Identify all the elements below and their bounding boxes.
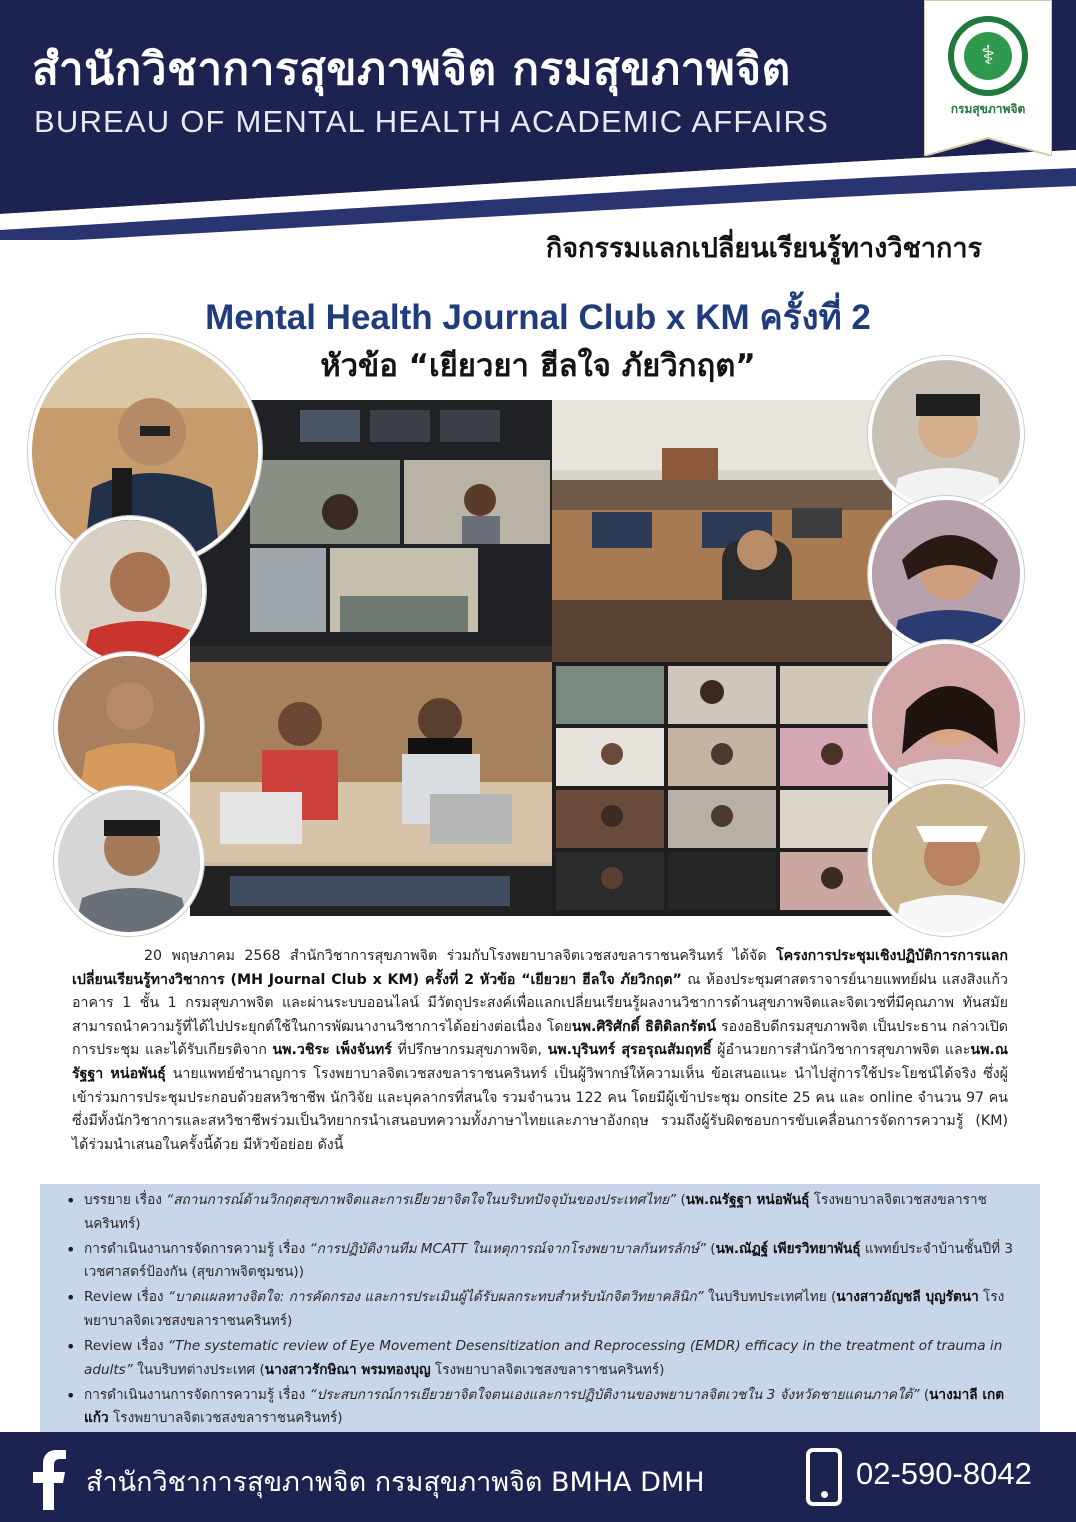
portrait-circle-8 [868,780,1024,936]
body-text-5: ผู้อำนวยการสำนักวิชาการสุขภาพจิต และ [711,1042,971,1059]
topics-box [40,1184,1040,1438]
topic-title: หัวข้อ “เยียวยา ฮีลใจ ภัยวิกฤต” [320,348,756,384]
portrait-circle-4 [54,786,204,936]
portrait-circle-5 [868,356,1024,512]
list-item: • บรรยาย เรื่อง “สถานการณ์ด้านวิกฤตสุขภาพจิตและการเยียวยาจิตใจในบริบทปัจจุบันของประเทศไทย” (นพ.ณรัฐฐา หน่อพันธุ์ โรงพยาบาลจิตเวชสงขลาราชนครินทร์) [84,1189,1018,1236]
org-name-thai: สำนักวิชาการสุขภาพจิต กรมสุขภาพจิต [32,44,791,95]
header-banner [0,0,1076,240]
portrait-circle-3 [54,652,204,802]
list-item: • Review เรื่อง “The systematic review of Eye Movement Desensitization and Reprocessing (EMDR) efficacy in the treatment of trauma in adults” ในบริบทต่างประเทศ (นางสาวรักษิณา พรมทองบุญ โรงพยาบาลจิตเวชสงขลาราชนครินทร์) [84,1335,1018,1382]
body-bold-advisor: นพ.วชิระ เพ็งจันทร์ [272,1042,392,1059]
body-text-2: ณ ห้องประชุมศาสตราจารย์นายแพทย์ฝน แสงสิงแก้ว อาคาร 1 ชั้น 1 กรมสุขภาพจิต และผ่านระบบออนไลน์ มีวัตถุประสงค์เพื่อแลกเปลี่ยนเรียนรู้ผลงานวิชาการด้านสุขภาพจิตและจิตเวชที่มีคุณภาพ ทันสมัย สามารถนำความรู้ที่ได้ไปประยุกต์ใช้ในการพัฒนางานวิชาการได้อย่างต่อเนื่อง โดย [72,971,1008,1035]
portrait-circle-7 [868,640,1024,796]
presenters-photo [190,662,552,916]
portrait-circle-2 [56,516,206,666]
list-item: • การดำเนินงานการจัดการความรู้ เรื่อง “การปฏิบัติงานทีม MCATT ในเหตุการณ์จากโรงพยาบาลกันทรลักษ์” (นพ.ณัฏฐ์ เพียรวิทยาพันธุ์ แพทย์ประจำบ้านชั้นปีที่ 3 เวชศาสตร์ป้องกัน (สุขภาพจิตชุมชน)) [84,1238,1018,1285]
news-paragraph [72,945,1008,1157]
portrait-circle-6 [868,496,1024,652]
body-text-6: นายแพทย์ชำนาญการ โรงพยาบาลจิตเวชสงขลาราชนครินทร์ เป็นผู้วิพากษ์ให้ความเห็น ข้อเสนอแนะ นำไปสู่การใช้ประโยชน์ได้จริง ซึ่งผู้เข้าร่วมการประชุมประกอบด้วยสหวิชาชีพ นักวิจัย และบุคลากรที่สนใจ รวมจำนวน 122 คน โดยมีผู้เข้าประชุม onsite 25 คน และ online จำนวน 97 คน ซึ่งมีทั้งนักวิชาการและสหวิชาชีพร่วมเป็นวิทยากรนำเสนอบทความทั้งภาษาไทยและภาษาอังกฤษ รวมถึงผู้รับผิดชอบการขับเคลื่อนการจัดการความรู้ (KM) ได้ร่วมนำเสนอในครั้งนี้ด้วย มีหัวข้อย่อย ดังนี้ [72,1065,1008,1153]
body-bold-physician: นพ.ณรัฐฐา หน่อพันธุ์ [72,1042,1008,1082]
event-title: Mental Health Journal Club x KM ครั้งที่ 2 [205,298,871,337]
logo-emblem-icon: ⚕ [948,16,1028,96]
phone-number[interactable]: 02-590-8042 [856,1456,1032,1491]
list-item: • Review เรื่อง “บาดแผลทางจิตใจ: การคัดกรอง และการประเมินผู้ได้รับผลกระทบสำหรับนักจิตวิทยาคลินิก” ในบริบทประเทศไทย (นางสาวอัญชลี บุญรัตนา โรงพยาบาลจิตเวชสงขลาราชนครินทร์) [84,1286,1018,1333]
zoom-gallery-photo [552,662,892,916]
body-bold-project: โครงการประชุมเชิงปฏิบัติการการแลกเปลี่ยนเรียนรู้ทางวิชาการ (MH Journal Club x KM) ครั้งที่ 2 หัวข้อ “เยียวยา ฮีลใจ ภัยวิกฤต” [72,948,1008,988]
facebook-icon[interactable] [30,1450,68,1510]
activity-title: กิจกรรมแลกเปลี่ยนเรียนรู้ทางวิชาการ [545,233,982,264]
list-item: • การดำเนินงานการจัดการความรู้ เรื่อง “ประสบการณ์การเยียวยาจิตใจตนเองและการปฏิบัติงานของพยาบาลจิตเวชใน 3 จังหวัดชายแดนภาคใต้” (นางมาลี เกตแก้ว โรงพยาบาลจิตเวชสงขลาราชนครินทร์) [84,1384,1018,1431]
body-bold-chair: นพ.ศิริศักดิ์ ธิติดิลกรัตน์ [571,1018,717,1035]
department-logo [924,0,1052,156]
body-bold-director: นพ.บุรินทร์ สุรอรุณสัมฤทธิ์ [547,1042,712,1059]
topics-list [84,1189,1018,1431]
org-name-english: BUREAU OF MENTAL HEALTH ACADEMIC AFFAIRS [34,104,829,139]
logo-caption: กรมสุขภาพจิต [950,102,1026,116]
body-text-4: ที่ปรึกษากรมสุขภาพจิต, [391,1042,548,1059]
footer [0,1432,1076,1522]
meeting-room-photo [552,400,892,662]
body-text-3: รองอธิบดีกรมสุขภาพจิต เป็นประธาน กล่าวเปิดการประชุม และได้รับเกียรติจาก [72,1018,1009,1059]
phone-icon [806,1448,842,1506]
facebook-page-link[interactable]: สำนักวิชาการสุขภาพจิต กรมสุขภาพจิต BMHA DMH [86,1467,705,1498]
body-text-1: 20 พฤษภาคม 2568 สำนักวิชาการสุขภาพจิต ร่วมกับโรงพยาบาลจิตเวชสงขลาราชนครินทร์ ได้จัด [144,948,776,964]
